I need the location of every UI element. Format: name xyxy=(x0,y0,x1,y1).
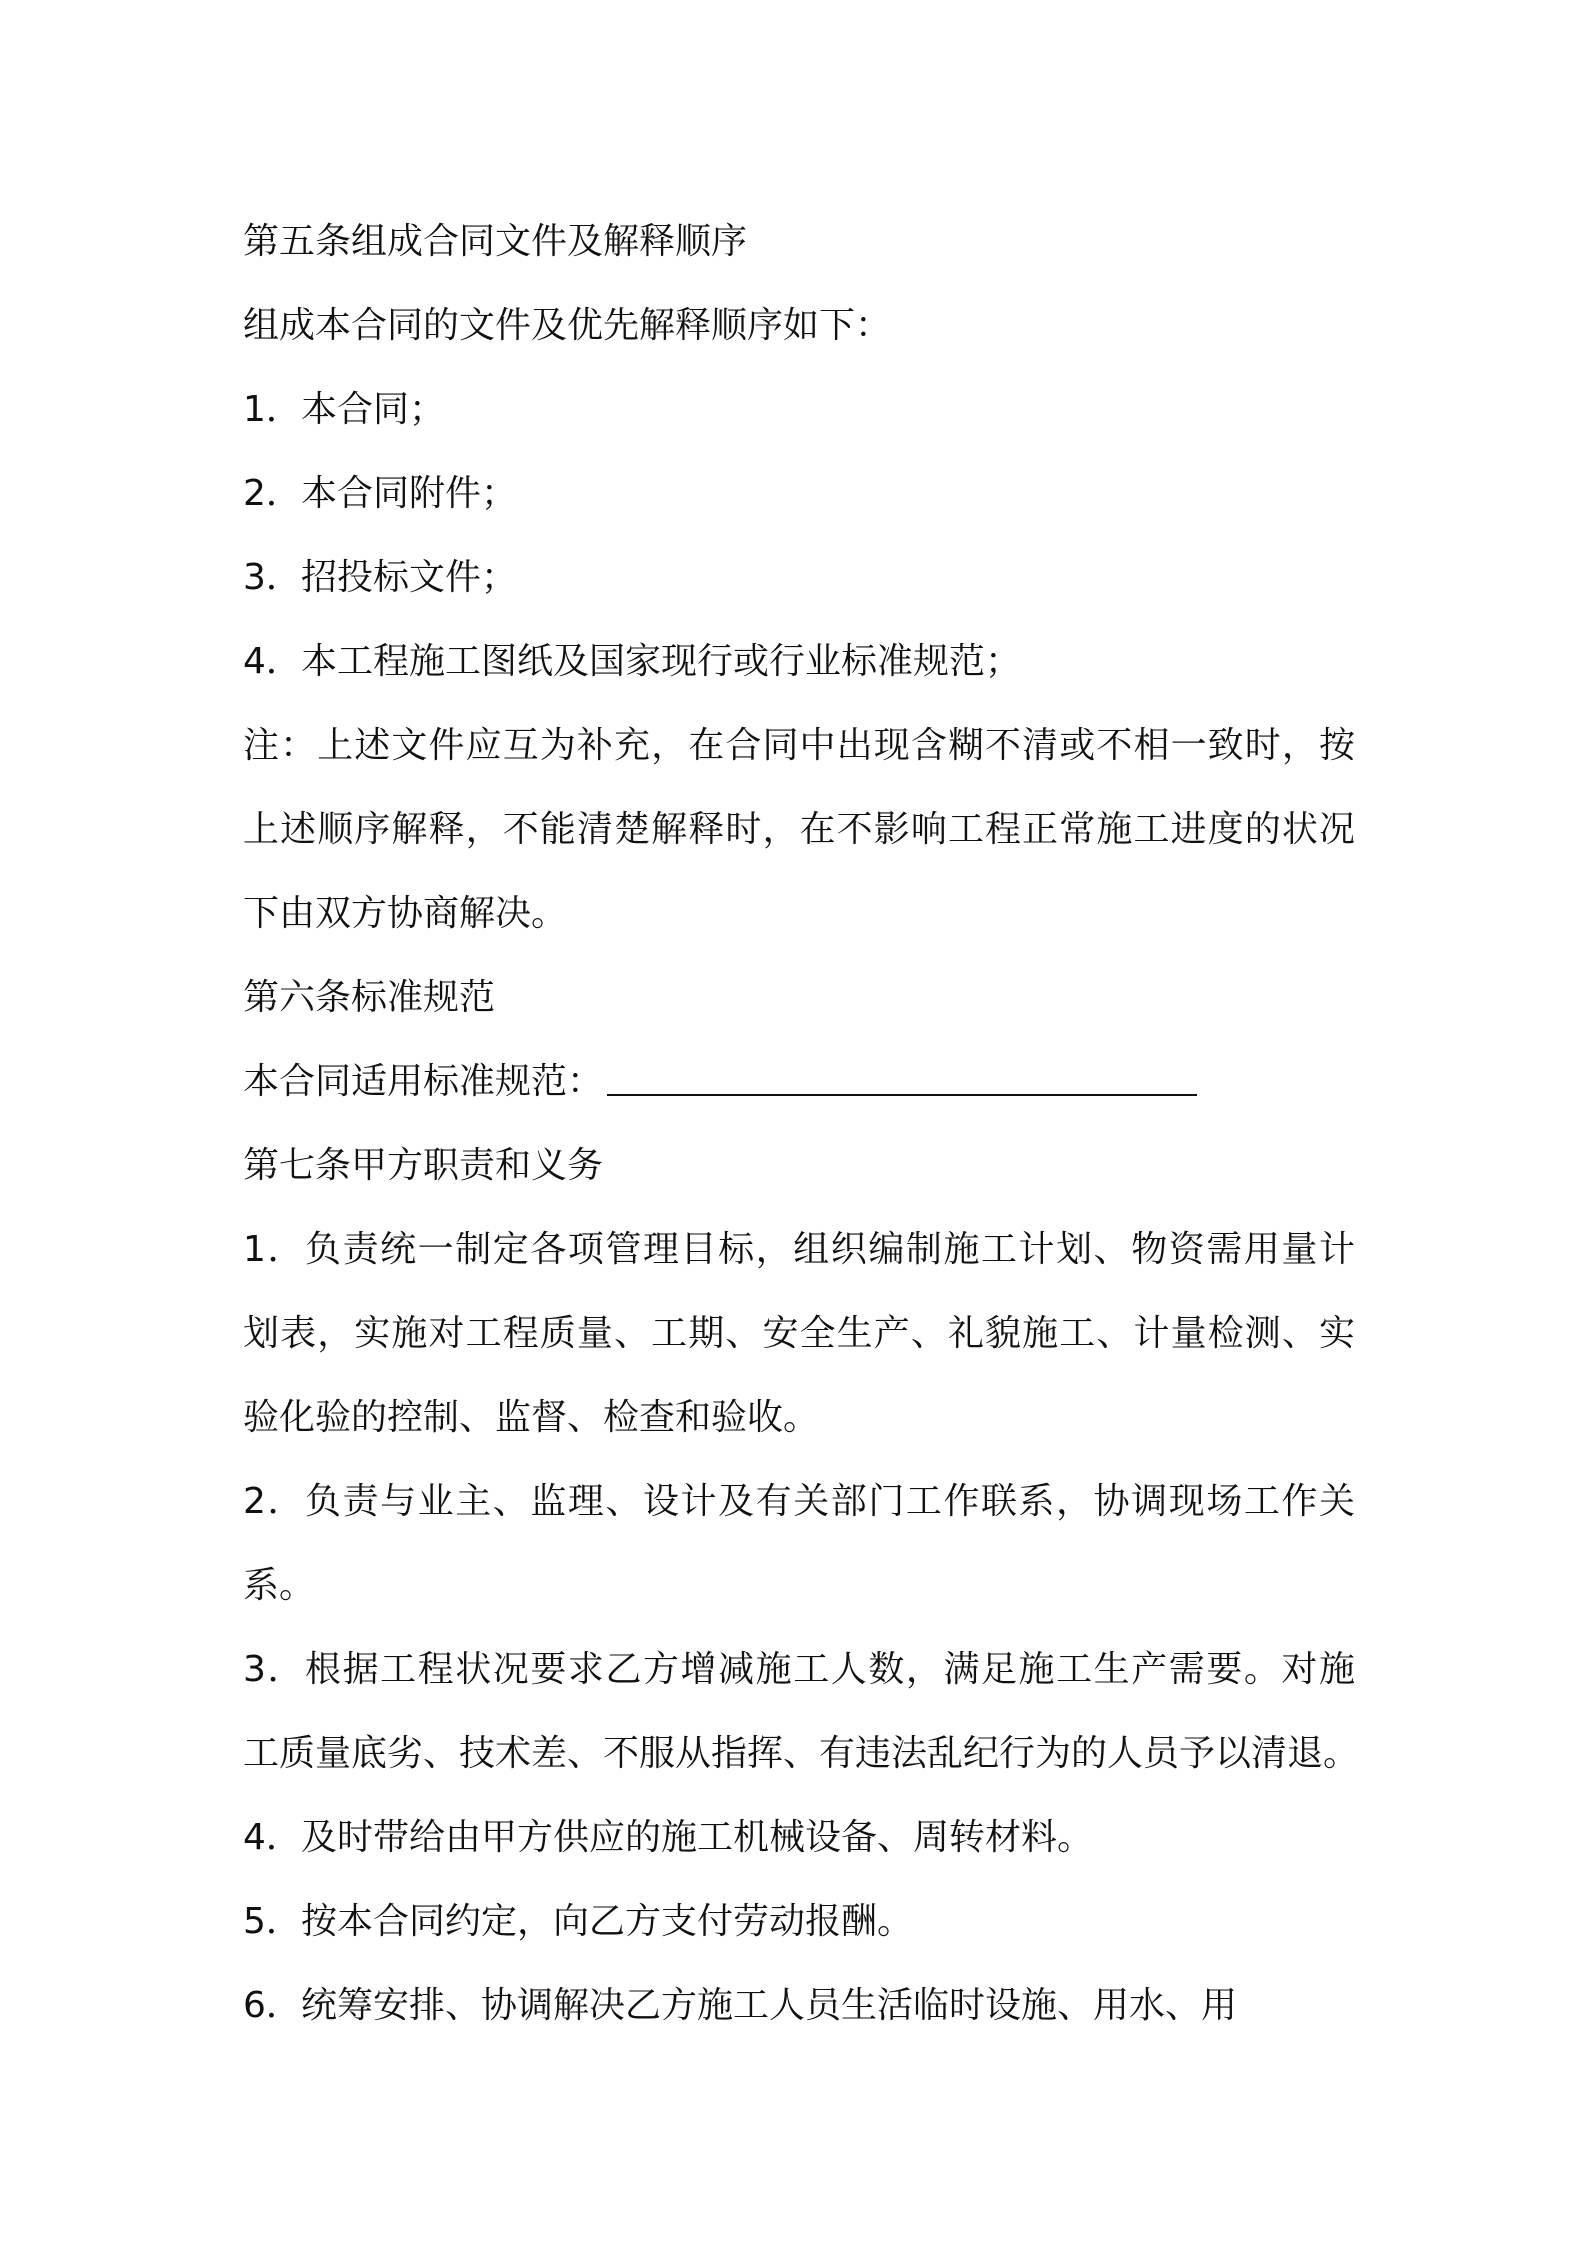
item-number: 3． xyxy=(243,1649,306,1690)
article-5-item-4 xyxy=(243,620,1363,704)
standard-field-label: 本合同适用标准规范： xyxy=(243,1061,604,1102)
item-text: 本合同； xyxy=(301,389,446,430)
item-text: 招投标文件； xyxy=(301,557,518,598)
article-5-item-1 xyxy=(243,368,1363,452)
item-text: 及时带给由甲方供应的施工机械设备、周转材料。 xyxy=(301,1817,1094,1858)
article-7-item-1-line-3: 验化验的控制、监督、检查和验收。 xyxy=(243,1397,820,1438)
article-7-item-2-line-1 xyxy=(243,1460,1355,1544)
article-7-item-1-line-2: 划表，实施对工程质量、工期、安全生产、礼貌施工、计量检测、实 xyxy=(243,1313,1355,1354)
article-7-item-3-line-1 xyxy=(243,1628,1355,1712)
article-7-item-2-line-2: 系。 xyxy=(243,1565,316,1606)
item-number: 2． xyxy=(243,1481,306,1522)
article-7-item-1-line-1 xyxy=(243,1208,1355,1292)
item-text: 本工程施工图纸及国家现行或行业标准规范； xyxy=(301,641,1022,682)
item-text: 本合同附件； xyxy=(301,473,518,514)
article-6-field xyxy=(243,1040,1363,1124)
item-number: 2． xyxy=(243,473,302,514)
article-5-note-line-3: 下由双方协商解决。 xyxy=(243,893,568,934)
item-number: 4． xyxy=(243,641,302,682)
article-7-title: 第七条甲方职责和义务 xyxy=(243,1145,604,1186)
item-text: 负责统一制定各项管理目标，组织编制施工计划、物资需用量计 xyxy=(305,1229,1355,1270)
article-7-item-6 xyxy=(243,1964,1363,2048)
item-text: 负责与业主、监理、设计及有关部门工作联系，协调现场工作关 xyxy=(305,1481,1355,1522)
article-7-item-5 xyxy=(243,1880,1363,1964)
standard-fill-blank xyxy=(607,1090,1197,1096)
item-number: 1． xyxy=(243,389,302,430)
document-body xyxy=(243,200,1363,2048)
item-number: 6． xyxy=(243,1985,302,2026)
item-number: 1． xyxy=(243,1229,306,1270)
article-5-intro: 组成本合同的文件及优先解释顺序如下： xyxy=(243,305,892,346)
article-7-item-3-line-2: 工质量底劣、技术差、不服从指挥、有违法乱纪行为的人员予以清退。 xyxy=(243,1733,1360,1774)
item-number: 5． xyxy=(243,1901,302,1942)
item-text: 按本合同约定，向乙方支付劳动报酬。 xyxy=(301,1901,914,1942)
item-text: 统筹安排、协调解决乙方施工人员生活临时设施、用水、用 xyxy=(301,1985,1238,2026)
article-5-item-2 xyxy=(243,452,1363,536)
article-5-note-line-2: 上述顺序解释，不能清楚解释时，在不影响工程正常施工进度的状况 xyxy=(243,809,1355,850)
article-6-title: 第六条标准规范 xyxy=(243,977,496,1018)
article-7-item-4 xyxy=(243,1796,1363,1880)
article-5-title: 第五条组成合同文件及解释顺序 xyxy=(243,221,748,262)
item-number: 4． xyxy=(243,1817,302,1858)
article-5-item-3 xyxy=(243,536,1363,620)
item-number: 3． xyxy=(243,557,302,598)
item-text: 根据工程状况要求乙方增减施工人数，满足施工生产需要。对施 xyxy=(305,1649,1355,1690)
article-5-note-line-1: 注：上述文件应互为补充，在合同中出现含糊不清或不相一致时，按 xyxy=(243,725,1355,766)
